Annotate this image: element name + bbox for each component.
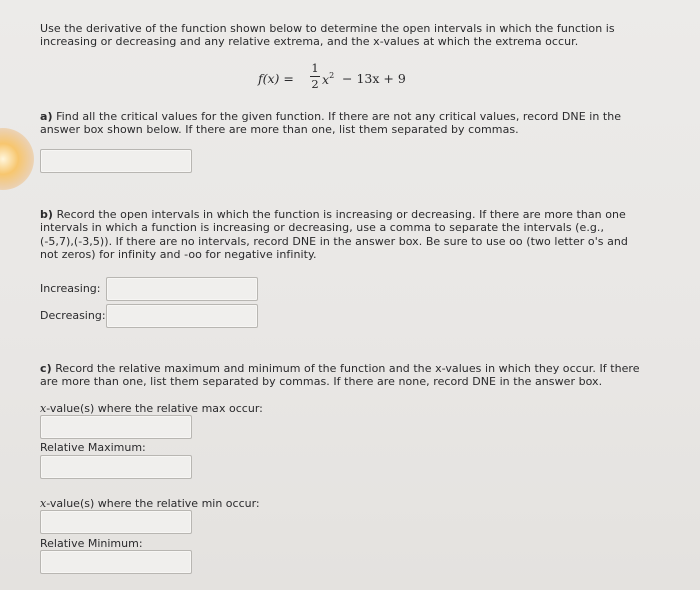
intro-line-1: Use the derivative of the function shown below to determine the open intervals in which the function is <box>40 22 615 35</box>
max-x-variable: x <box>40 402 47 415</box>
formula-fraction <box>310 62 320 91</box>
part-b-line-3: (-5,7),(-3,5)). If there are no intervals, record DNE in the answer box. Be sure to use oo (two letter o's and <box>40 235 628 248</box>
formula-rest: − 13x + 9 <box>342 71 406 86</box>
min-x-variable: x <box>40 497 47 510</box>
part-b-prefix: b) <box>40 208 54 221</box>
intro-line-2: increasing or decreasing and any relative extrema, and the x-values at which the extrema occur. <box>40 35 579 48</box>
part-b-text-1: Record the open intervals in which the function is increasing or decreasing. If there are more than one <box>56 208 626 221</box>
min-x-input[interactable] <box>40 510 192 534</box>
increasing-label: Increasing: <box>40 282 101 295</box>
formula-variable: x <box>322 72 330 87</box>
relative-min-input[interactable] <box>40 550 192 574</box>
part-b-line-1 <box>40 208 626 222</box>
max-x-label-text: -value(s) where the relative max occur: <box>46 402 263 415</box>
critical-values-input[interactable] <box>40 149 192 173</box>
function-formula <box>258 62 418 96</box>
formula-x-squared <box>322 71 334 87</box>
part-b-line-4: not zeros) for infinity and -oo for negative infinity. <box>40 248 317 261</box>
max-x-input[interactable] <box>40 415 192 439</box>
increasing-input[interactable] <box>106 277 258 301</box>
part-c-line-2: are more than one, list them separated by commas. If there are none, record DNE in the answer box. <box>40 375 603 388</box>
relative-max-label: Relative Maximum: <box>40 441 146 454</box>
relative-max-input[interactable] <box>40 455 192 479</box>
decreasing-input[interactable] <box>106 304 258 328</box>
part-b-line-2: intervals in which a function is increasing or decreasing, use a comma to separate the intervals (e.g., <box>40 221 605 234</box>
part-a-line-2: answer box shown below. If there are more than one, list them separated by commas. <box>40 123 519 136</box>
formula-exponent: 2 <box>329 71 335 80</box>
part-c-text-1: Record the relative maximum and minimum of the function and the x-values in which they occur. If there <box>55 362 640 375</box>
relative-min-label: Relative Minimum: <box>40 537 143 550</box>
part-a-text-1: Find all the critical values for the given function. If there are not any critical values, record DNE in the <box>56 110 622 123</box>
min-x-label-text: -value(s) where the relative min occur: <box>46 497 260 510</box>
max-x-label <box>40 402 263 416</box>
part-a-prefix: a) <box>40 110 53 123</box>
min-x-label <box>40 497 260 511</box>
part-a-line-1 <box>40 110 621 124</box>
part-c-line-1 <box>40 362 640 376</box>
fraction-denominator: 2 <box>311 77 319 91</box>
formula-lhs: f(x) = <box>258 71 294 86</box>
decreasing-label: Decreasing: <box>40 309 106 322</box>
light-glare <box>0 128 34 190</box>
part-c-prefix: c) <box>40 362 52 375</box>
fraction-numerator: 1 <box>311 61 319 75</box>
